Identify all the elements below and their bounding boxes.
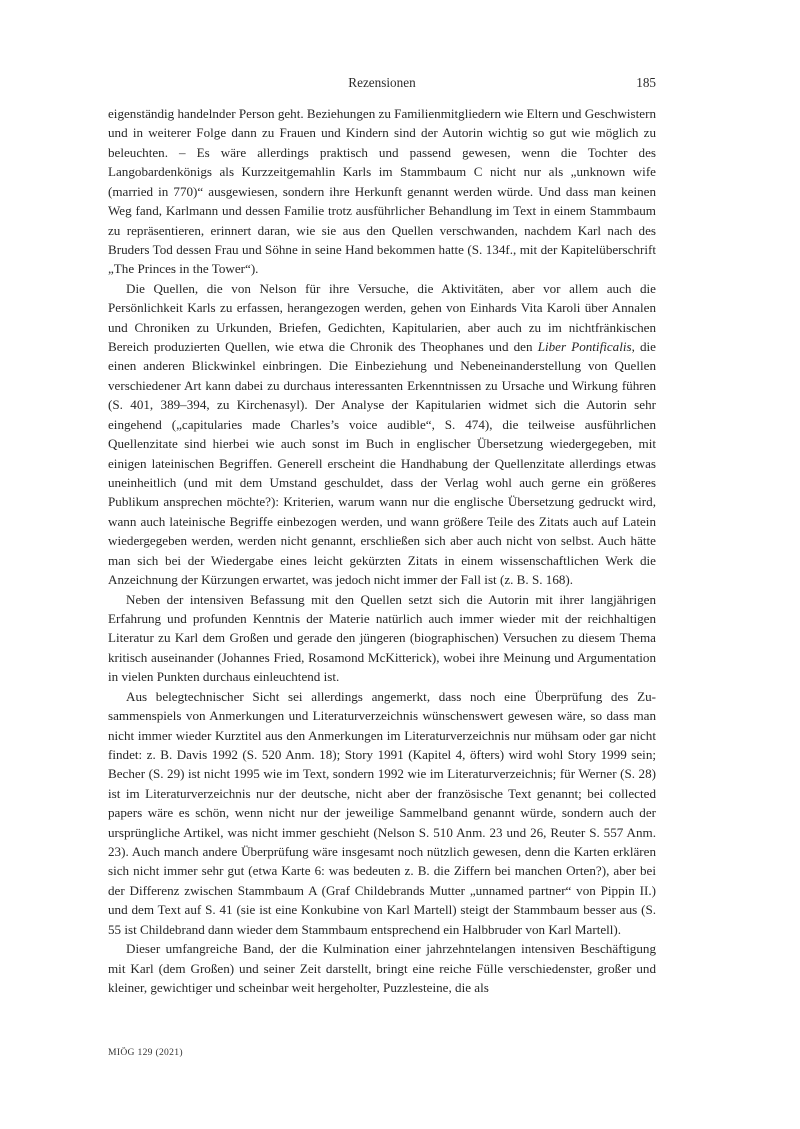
page-number: 185 — [636, 75, 656, 90]
paragraph-continuation: eigenständig handelnder Person geht. Beziehungen zu Familienmitgliedern wie Eltern und Geschwistern und in weiterer Folge dann zu Frauen und Kindern sind der Autorin wichtig so gut wie möglich zu beleuchten. – Es wäre allerdings praktisch und passend gewesen, wenn die Tochter des Langobardenkönigs als Kurzzeitgemahlin Karls im Stammbaum C nicht nur als „unknown wife (married in 770)“ ausgewiesen, sondern ihre Herkunft genannt werden würde. Und dass man keinen Weg fand, Karlmann und dessen Familie trotz ausführlicher Behandlung im Text in einem Stammbaum zu repräsentieren, erinnert daran, wie sie aus den Quellen verschwanden, nachdem Karl nach des Bruders Tod dessen Frau und Söhne in seine Hand bekommen hatte (S. 134f., mit der Kapitelüberschrift „The Princes in the Tower“). — [108, 106, 656, 277]
paragraph-sources-text-a: Die Quellen, die von Nelson für ihre Versuche, die Aktivitäten, aber vor allem auch die Persönlichkeit Karls zu erfassen, herangezogen werden, gehen von Einhards Vita Karoli über Annalen und Chroniken zu Urkunden, Briefen, Gedichten, Kapitularien, aber auch zu im nichtfränkischen Bereich produzierten Quellen, wie etwa die Chronik des Theophanes und den — [108, 280, 656, 355]
paragraph-literature: Neben der intensiven Befassung mit den Quellen setzt sich die Autorin mit ihrer langjährigen Erfahrung und profunden Kenntnis der Materie natürlich auch immer wieder mit der reichhaltigen Literatur zu Karl dem Großen und gerade den jüngeren (biographischen) Versuchen zu diesem Thema kritisch auseinander (Johannes Fried, Rosamond McKitterick), wobei ihre Meinung und Argumentation in vielen Punkten durchaus einleuchtend ist. — [108, 591, 656, 685]
paragraph-citations: Aus belegtechnischer Sicht sei allerdings angemerkt, dass noch eine Überprüfung des Zusammenspiels von Anmerkungen und Literaturverzeichnis wünschenswert gewesen wäre, so dass man nicht immer wieder Kurztitel aus den Anmerkungen im Literaturverzeichnis nur mühsam oder gar nicht findet: z. B. Davis 1992 (S. 520 Anm. 18); Story 1991 (Kapitel 4, öfters) wird wohl Story 1999 sein; Becher (S. 29) ist nicht 1995 wie im Text, sondern 1992 wie im Literaturverzeichnis; für Werner (S. 28) ist im Literaturverzeichnis nur der deutsche, nicht aber der französische Text genannt; bei collected papers wäre es schön, wenn nicht nur der jeweilige Sammelband genannt würde, sondern auch der ursprüngliche Artikel, was nicht immer geschieht (Nelson S. 510 Anm. 23 und 26, Reuter S. 557 Anm. 23). Auch manch andere Überprüfung wäre insgesamt noch nützlich gewesen, denn die Karten erklären sich nicht immer sehr gut (etwa Karte 6: was bedeuten z. B. die Ziffern bei manchen Orten?), aber bei der Differenz zwischen Stammbaum A (Graf Childebrands Mutter „unnamed partner“ von Pippin II.) und dem Text auf S. 41 (sie ist eine Konkubine von Karl Martell) steigt der Stammbaum besser aus (S. 55 ist Childebrand dann wieder dem Stammbaum entsprechend ein Halbbruder von Karl Martell). — [108, 688, 656, 937]
body-text — [108, 104, 656, 997]
running-title: Rezensionen — [348, 75, 416, 90]
journal-footer: MIÖG 129 (2021) — [108, 1047, 183, 1058]
paragraph-sources-text-b: , die einen anderen Blickwinkel einbringen. Die Einbeziehung und Nebeneinanderstellung von Quellen verschiedener Art kann dabei zu durchaus interessanten Erkenntnissen zu Ursache und Wirkung führen (S. 401, 389–394, zu Kirchenasyl). Der Analyse der Kapitularien widmet sich die Autorin sehr eingehend („capitularies made Charles’s voice audible“, S. 474), die teilweise ausführlichen Quellenzitate sind hierbei wie auch sonst im Buch in englischer Übersetzung wiedergegeben, mit einigen lateinischen Begriffen. Generell erscheint die Handhabung der Quellenzitate allerdings etwas uneinheitlich (und mit dem Umstand geschuldet, dass der Verlag wohl auch gerne ein größeres Publikum ansprechen möchte?): Kriterien, warum wann nur die englische Übersetzung gedruckt wird, wann auch lateinische Begriffe einbezogen werden, und wann größere Teile des Zitats auch auf Latein wiedergegeben werden, werden nicht genannt, erschließen sich aber auch nicht von selbst. Auch hätte man sich bei der Wiedergabe eines leicht gekürzten Zitats in einem wissenschaftlichen Werk die Anzeichnung der Kürzungen erwartet, was jedoch nicht immer der Fall ist (z. B. S. 168). — [108, 339, 656, 588]
running-header — [108, 75, 656, 95]
italic-title-liber-pontificalis: Liber Pontificalis — [537, 339, 632, 355]
paragraph-sources — [108, 279, 656, 590]
paragraph-conclusion: Dieser umfangreiche Band, der die Kulmination einer jahrzehntelangen intensiven Beschäftigung mit Karl (dem Großen) und seiner Zeit darstellt, bringt eine reiche Fülle verschiedenster, großer und kleiner, gewichtiger und scheinbar weit hergeholter, Puzzlesteine, die als — [108, 941, 656, 995]
